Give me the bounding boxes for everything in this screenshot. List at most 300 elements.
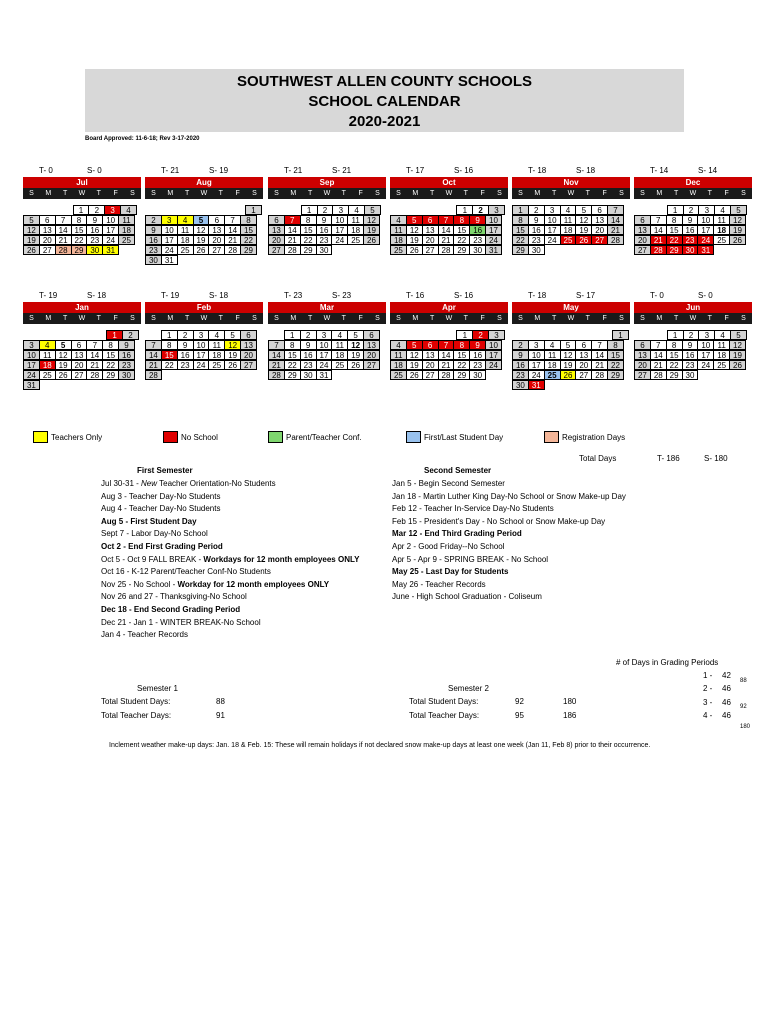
empty-cell [545,246,562,256]
day-cell: 27 [591,235,608,245]
day-cell: 23 [512,370,529,380]
day-cell: 22 [512,235,529,245]
day-cell: 30 [469,370,486,380]
day-cell: 15 [161,350,178,360]
day-cell: 5 [364,205,381,215]
weekday-label: S [274,190,279,197]
day-cell: 29 [300,245,317,255]
day-cell: 7 [224,215,241,225]
day-cell: 20 [240,350,257,360]
day-cell: 31 [485,245,502,255]
day-cell: 11 [390,350,407,360]
day-cell: 6 [363,330,380,340]
day-cell: 14 [86,350,103,360]
day-cell: 28 [607,235,624,245]
day-cell: 4 [714,330,731,340]
day-cell: 30 [469,245,486,255]
day-cell: 17 [23,360,40,370]
day-cell: 24 [544,235,561,245]
weekday-label: S [274,315,279,322]
day-cell: 11 [39,350,56,360]
day-cell: 21 [438,360,455,370]
event-line: Jul 30-31 - New Teacher Orientation-No Students [101,479,276,488]
week-row [145,371,263,381]
day-cell: 22 [666,360,683,370]
month-counts [390,165,508,177]
event-line: Dec 18 - End Second Grading Period [101,604,241,614]
sem2-student-days: 92 [515,697,524,706]
weekday-label: T [673,190,679,197]
day-cell: 11 [560,215,577,225]
weekday-label: F [724,315,729,322]
day-cell: 4 [39,340,56,350]
day-cell: 6 [39,215,56,225]
day-cell: 28 [86,370,103,380]
day-grid [390,206,508,256]
day-cell: 4 [348,205,365,215]
day-cell: 1 [245,205,262,215]
day-cell: 20 [591,225,608,235]
weekday-label: T [707,190,712,197]
weekday-label: W [78,190,86,197]
weekday-header [512,313,630,324]
student-day-count: S- 18 [209,291,229,300]
day-cell: 22 [666,235,683,245]
day-cell: 13 [634,225,651,235]
day-cell: 6 [71,340,88,350]
weekday-label: S [252,315,257,322]
day-cell: 2 [512,340,529,350]
day-cell: 3 [488,330,505,340]
day-cell: 20 [363,350,380,360]
weekday-label: M [534,190,541,197]
grading-v3: 46 [722,698,731,707]
month-name: Mar [268,302,386,313]
weekday-label: M [290,315,297,322]
day-cell: 11 [347,215,364,225]
empty-cell [698,371,715,381]
day-cell: 5 [406,215,423,225]
day-cell: 24 [331,235,348,245]
weekday-label: F [358,315,363,322]
empty-cell [731,246,748,256]
day-cell: 18 [331,350,348,360]
day-cell: 9 [469,215,486,225]
day-cell: 11 [208,340,225,350]
day-cell: 23 [300,360,317,370]
day-cell: 30 [145,255,162,265]
empty-cell [229,371,246,381]
day-cell: 15 [300,225,317,235]
calendar-title: SCHOOL CALENDAR [308,93,461,110]
day-cell: 17 [544,225,561,235]
day-cell: 9 [682,215,699,225]
weekday-label: T [673,315,679,322]
day-cell: 8 [71,215,88,225]
student-day-count: S- 21 [332,166,352,175]
day-cell: 9 [469,340,486,350]
day-cell: 21 [268,360,285,370]
day-cell: 9 [316,215,333,225]
day-cell: 28 [284,245,301,255]
student-day-count: S- 17 [576,291,596,300]
day-cell: 31 [528,380,545,390]
weekday-label: F [602,190,607,197]
event-line: Oct 5 - Oct 9 FALL BREAK - Workdays for 12 month employees ONLY [101,554,360,564]
day-cell: 11 [118,215,135,225]
sem1-teacher-days: 91 [216,711,225,720]
event-line: Aug 4 - Teacher Day-No Students [101,504,221,514]
day-cell: 6 [575,340,592,350]
day-cell: 29 [512,245,529,255]
day-cell: 21 [438,235,455,245]
day-cell: 30 [118,370,135,380]
student-day-count: S- 0 [698,291,713,300]
weekday-label: M [412,315,419,322]
student-day-count: S- 19 [209,166,229,175]
empty-cell [246,371,263,381]
day-cell: 31 [102,245,119,255]
empty-cell [162,371,179,381]
day-cell: 10 [697,340,714,350]
weekday-label: W [567,190,575,197]
event-line: Jan 4 - Teacher Records [101,630,189,640]
day-cell: 17 [485,350,502,360]
month-name: Feb [145,302,263,313]
day-cell: 16 [528,225,545,235]
day-cell: 7 [438,340,455,350]
event-line: Aug 5 - First Student Day [101,516,197,526]
day-cell: 4 [544,340,561,350]
day-grid [268,331,386,381]
day-cell: 29 [453,245,470,255]
day-cell: 23 [118,360,135,370]
event-line: Nov 26 and 27 - Thanksgiving-No School [101,592,247,602]
empty-cell [195,256,212,266]
day-cell: 5 [730,205,747,215]
sem2-student-total: 180 [563,697,577,706]
day-cell: 3 [332,205,349,215]
day-grid [634,206,752,256]
day-cell: 10 [23,350,40,360]
day-cell: 8 [607,340,624,350]
day-cell: 21 [650,360,667,370]
day-cell: 18 [118,225,135,235]
empty-cell [245,256,262,266]
day-cell: 28 [650,245,667,255]
empty-cell [124,381,141,391]
day-cell: 22 [161,360,178,370]
weekday-label: F [235,315,240,322]
weekday-label: T [341,315,346,322]
day-cell: 25 [544,370,561,380]
day-cell: 18 [560,225,577,235]
day-cell: 20 [208,235,225,245]
day-cell: 9 [145,225,162,235]
event-line: June - High School Graduation - Coliseum [392,592,542,602]
weekday-header [145,188,263,199]
month-counts [268,290,386,302]
day-cell: 10 [193,340,210,350]
empty-cell [612,246,629,256]
day-cell: 16 [512,360,529,370]
day-cell: 27 [240,360,257,370]
weekday-label: F [480,315,485,322]
student-day-count: S- 18 [576,166,596,175]
day-grid [145,206,263,266]
day-cell: 28 [650,370,667,380]
day-cell: 12 [363,215,380,225]
month-counts [145,165,263,177]
day-cell: 19 [560,360,577,370]
day-cell: 26 [729,235,746,245]
grading-sum2: 92 [740,704,747,710]
day-cell: 26 [363,235,380,245]
sem1-teacher-label: Total Teacher Days: [101,711,172,720]
empty-cell [612,381,629,391]
day-cell: 11 [544,350,561,360]
day-cell: 6 [634,215,651,225]
day-cell: 7 [86,340,103,350]
day-cell: 7 [607,205,624,215]
weekday-label: F [602,315,607,322]
empty-cell [332,371,349,381]
weekday-header [512,188,630,199]
weekday-label: M [534,315,541,322]
day-cell: 30 [528,245,545,255]
day-cell: 8 [240,215,257,225]
day-cell: 10 [485,340,502,350]
day-cell: 25 [39,370,56,380]
day-cell: 9 [682,340,699,350]
day-grid [634,331,752,381]
day-cell: 13 [268,225,285,235]
day-cell: 14 [607,215,624,225]
weekday-header [23,188,141,199]
day-cell: 3 [193,330,210,340]
day-cell: 15 [284,350,301,360]
day-cell: 15 [512,225,529,235]
weekday-label: W [200,190,208,197]
weekday-label: W [567,315,575,322]
weekday-label: S [497,190,502,197]
day-cell: 19 [55,360,72,370]
day-cell: 22 [71,235,88,245]
empty-cell [715,371,732,381]
week-row [390,246,508,256]
month-name: Oct [390,177,508,188]
day-cell: 14 [591,350,608,360]
day-cell: 3 [161,215,178,225]
day-cell: 14 [55,225,72,235]
day-cell: 30 [682,245,699,255]
weekday-label: T [62,190,68,197]
day-cell: 25 [177,245,194,255]
week-row [512,381,630,391]
day-cell: 13 [240,340,257,350]
day-cell: 19 [347,350,364,360]
day-cell: 5 [193,215,210,225]
day-grid [23,331,141,391]
empty-cell [196,371,213,381]
semester1-label: Semester 1 [137,684,178,693]
day-cell: 12 [729,340,746,350]
day-cell: 6 [634,340,651,350]
teacher-day-count: T- 17 [406,166,425,175]
empty-cell [349,246,366,256]
day-cell: 17 [316,350,333,360]
day-cell: 21 [607,225,624,235]
day-cell: 5 [23,215,40,225]
day-cell: 3 [528,340,545,350]
teacher-day-count: T- 14 [650,166,669,175]
weekday-label: W [689,315,697,322]
weekday-label: M [45,190,52,197]
day-cell: 11 [390,225,407,235]
day-cell: 21 [591,360,608,370]
day-cell: 24 [316,360,333,370]
grading-total: 180 [740,724,751,730]
day-cell: 5 [55,340,72,350]
semester2-label: Semester 2 [448,684,489,693]
day-cell: 23 [682,360,699,370]
weekday-label: T [551,315,557,322]
day-cell: 20 [634,360,651,370]
student-day-count: S- 14 [698,166,718,175]
day-cell: 24 [697,235,714,245]
month-counts [512,290,630,302]
day-cell: 19 [575,225,592,235]
day-cell: 26 [406,370,423,380]
event-line: May 25 - Last Day for Students [392,567,509,577]
day-cell: 25 [208,360,225,370]
weekday-label: W [445,190,453,197]
day-cell: 1 [301,205,318,215]
day-cell: 27 [268,245,285,255]
month-counts [390,290,508,302]
total-days-teacher: T- 186 [657,454,680,463]
day-cell: 2 [683,330,700,340]
day-cell: 7 [145,340,162,350]
day-cell: 22 [453,360,470,370]
empty-cell [366,246,383,256]
weekday-label: S [252,190,257,197]
month-apr [390,290,508,381]
day-cell: 1 [161,330,178,340]
empty-cell [107,381,124,391]
day-cell: 7 [268,340,285,350]
day-cell: 25 [713,235,730,245]
month-name: Nov [512,177,630,188]
event-line: Nov 25 - No School - Workday for 12 month employees ONLY [101,579,330,589]
weekday-label: F [480,190,485,197]
day-cell: 20 [71,360,88,370]
month-nov [512,165,630,256]
day-cell: 16 [469,350,486,360]
month-name: Jul [23,177,141,188]
month-name: Jan [23,302,141,313]
week-row [634,371,752,381]
week-row [145,361,263,371]
sem1-student-days: 88 [216,697,225,706]
day-cell: 3 [544,205,561,215]
day-cell: 13 [363,340,380,350]
second-semester-heading: Second Semester [424,466,492,475]
legend-swatch [406,431,421,443]
day-cell: 23 [316,235,333,245]
day-cell: 4 [390,215,407,225]
day-cell: 26 [55,370,72,380]
day-cell: 23 [177,360,194,370]
day-grid [268,206,386,256]
weekday-header [145,313,263,324]
weekday-label: T [463,190,468,197]
weekday-label: S [518,190,523,197]
month-jul [23,165,141,256]
second-semester-events [392,478,626,604]
day-cell: 8 [161,340,178,350]
day-cell: 14 [438,350,455,360]
day-cell: 26 [23,245,40,255]
event-line: Apr 2 - Good Friday--No School [392,541,505,551]
day-cell: 31 [697,245,714,255]
month-counts [634,165,752,177]
weekday-label: M [290,190,297,197]
day-cell: 16 [469,225,486,235]
empty-cell [578,381,595,391]
day-cell: 3 [316,330,333,340]
day-cell: 17 [193,350,210,360]
weekday-label: W [689,190,697,197]
day-cell: 20 [268,235,285,245]
day-cell: 29 [71,245,88,255]
day-cell: 16 [177,350,194,360]
day-cell: 18 [713,350,730,360]
day-cell: 13 [591,215,608,225]
day-cell: 12 [729,215,746,225]
month-counts [512,165,630,177]
day-cell: 14 [650,225,667,235]
day-cell: 5 [406,340,423,350]
day-cell: 10 [485,215,502,225]
weekday-label: M [167,190,174,197]
weekday-label: F [724,190,729,197]
day-cell: 24 [697,360,714,370]
day-cell: 27 [422,370,439,380]
day-cell: 12 [193,225,210,235]
day-cell: 1 [667,330,684,340]
weekday-label: S [375,315,380,322]
day-cell: 2 [317,205,334,215]
day-cell: 2 [472,205,489,215]
day-cell: 29 [240,245,257,255]
day-cell: 12 [406,225,423,235]
empty-cell [578,246,595,256]
day-cell: 30 [86,245,103,255]
month-oct [390,165,508,256]
day-cell: 13 [634,350,651,360]
day-cell: 18 [39,360,56,370]
day-cell: 14 [284,225,301,235]
day-cell: 28 [55,245,72,255]
day-cell: 4 [177,215,194,225]
day-cell: 27 [208,245,225,255]
event-line: Sept 7 - Labor Day-No School [101,529,208,539]
day-cell: 17 [331,225,348,235]
day-cell: 19 [363,225,380,235]
day-cell: 18 [713,225,730,235]
legend-swatch [33,431,48,443]
